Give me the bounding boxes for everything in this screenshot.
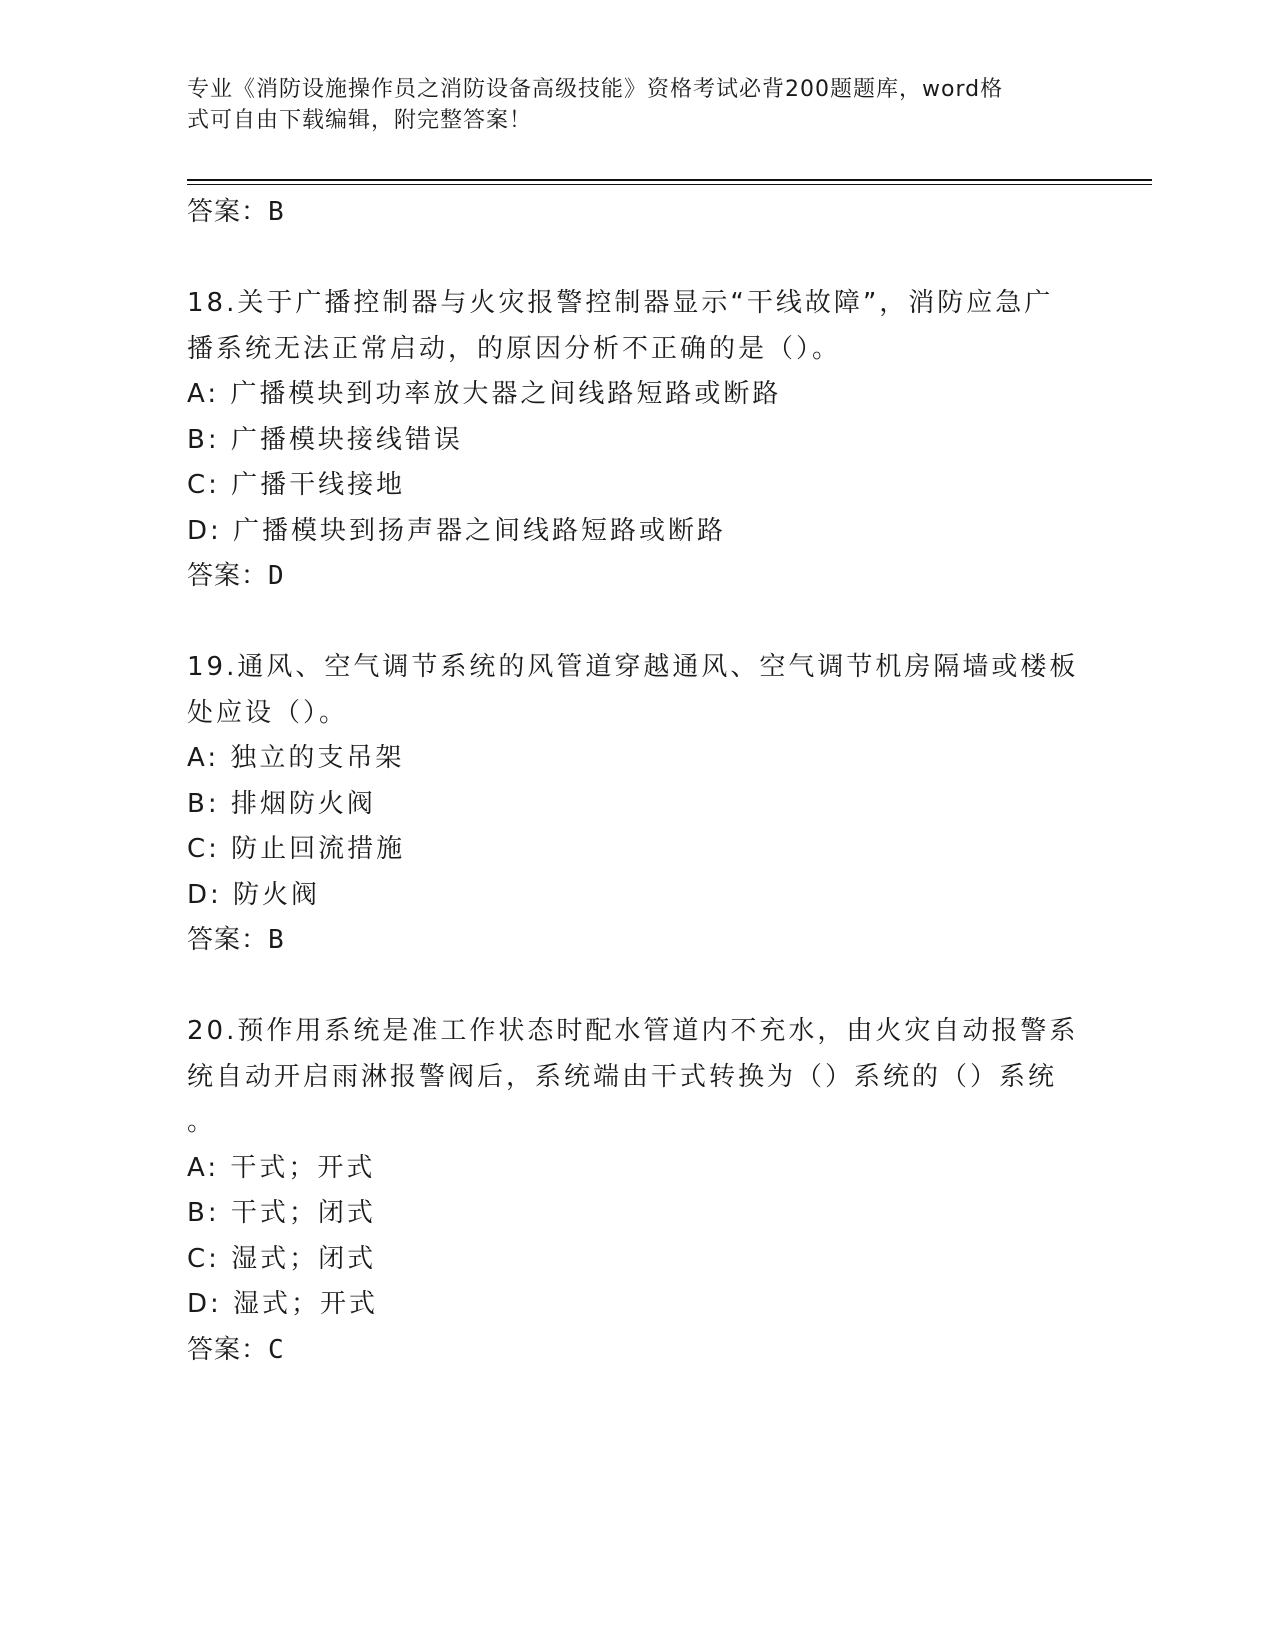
option-b: B: 广播模块接线错误 (187, 424, 463, 455)
question-18 (187, 281, 1087, 600)
question-answer (187, 918, 1087, 964)
page-content (187, 190, 1087, 1373)
option-d: D: 湿式；开式 (187, 1289, 379, 1319)
answer-value: C (268, 1334, 285, 1365)
question-text-line: 18.关于广播控制器与火灾报警控制器显示“干线故障”，消防应急广 (187, 288, 1054, 318)
header-divider-thick (187, 179, 1152, 181)
question-text-line: 19.通风、空气调节系统的风管道穿越通风、空气调节机房隔墙或楼板 (187, 652, 1079, 682)
answer-label: 答案： (187, 197, 269, 227)
answer-value: B (268, 925, 285, 955)
option-a: A: 广播模块到功率放大器之间线路短路或断路 (187, 379, 782, 409)
answer-label: 答案： (187, 1334, 269, 1365)
question-text-line: 播系统无法正常启动，的原因分析不正确的是（）。 (187, 333, 842, 364)
header-line-1: 专业《消防设施操作员之消防设备高级技能》资格考试必背200题题库，word格 (187, 77, 1004, 102)
spacer (187, 964, 1087, 1010)
document-header (187, 74, 1067, 136)
question-answer (187, 1328, 1087, 1374)
answer-value: D (268, 561, 285, 591)
option-d: D: 广播模块到扬声器之间线路短路或断路 (187, 515, 727, 546)
question-20 (187, 1009, 1087, 1373)
option-c: C: 湿式；闭式 (187, 1243, 377, 1274)
answer-value: B (268, 197, 285, 227)
header-divider-thin (187, 184, 1152, 185)
header-line-2: 式可自由下载编辑，附完整答案！ (187, 108, 533, 133)
option-a: A: 干式；开式 (187, 1152, 376, 1183)
option-b: B: 排烟防火阀 (187, 788, 376, 819)
question-text-line: 处应设（）。 (187, 697, 349, 728)
question-19 (187, 645, 1087, 964)
answer-label: 答案： (187, 925, 269, 955)
answer-label: 答案： (187, 561, 269, 591)
option-d: D: 防火阀 (187, 879, 321, 910)
question-text-line: 。 (187, 1107, 217, 1137)
option-c: C: 广播干线接地 (187, 470, 406, 500)
spacer (187, 600, 1087, 646)
question-text-line: 统自动开启雨淋报警阀后，系统端由干式转换为（）系统的（）系统 (187, 1061, 1058, 1092)
option-c: C: 防止回流措施 (187, 834, 406, 864)
spacer (187, 236, 1087, 282)
previous-answer (187, 190, 1087, 236)
option-a: A: 独立的支吊架 (187, 743, 405, 773)
option-b: B: 干式；闭式 (187, 1198, 376, 1228)
question-text-line: 20.预作用系统是准工作状态时配水管道内不充水，由火灾自动报警系 (187, 1016, 1079, 1046)
question-answer (187, 554, 1087, 600)
